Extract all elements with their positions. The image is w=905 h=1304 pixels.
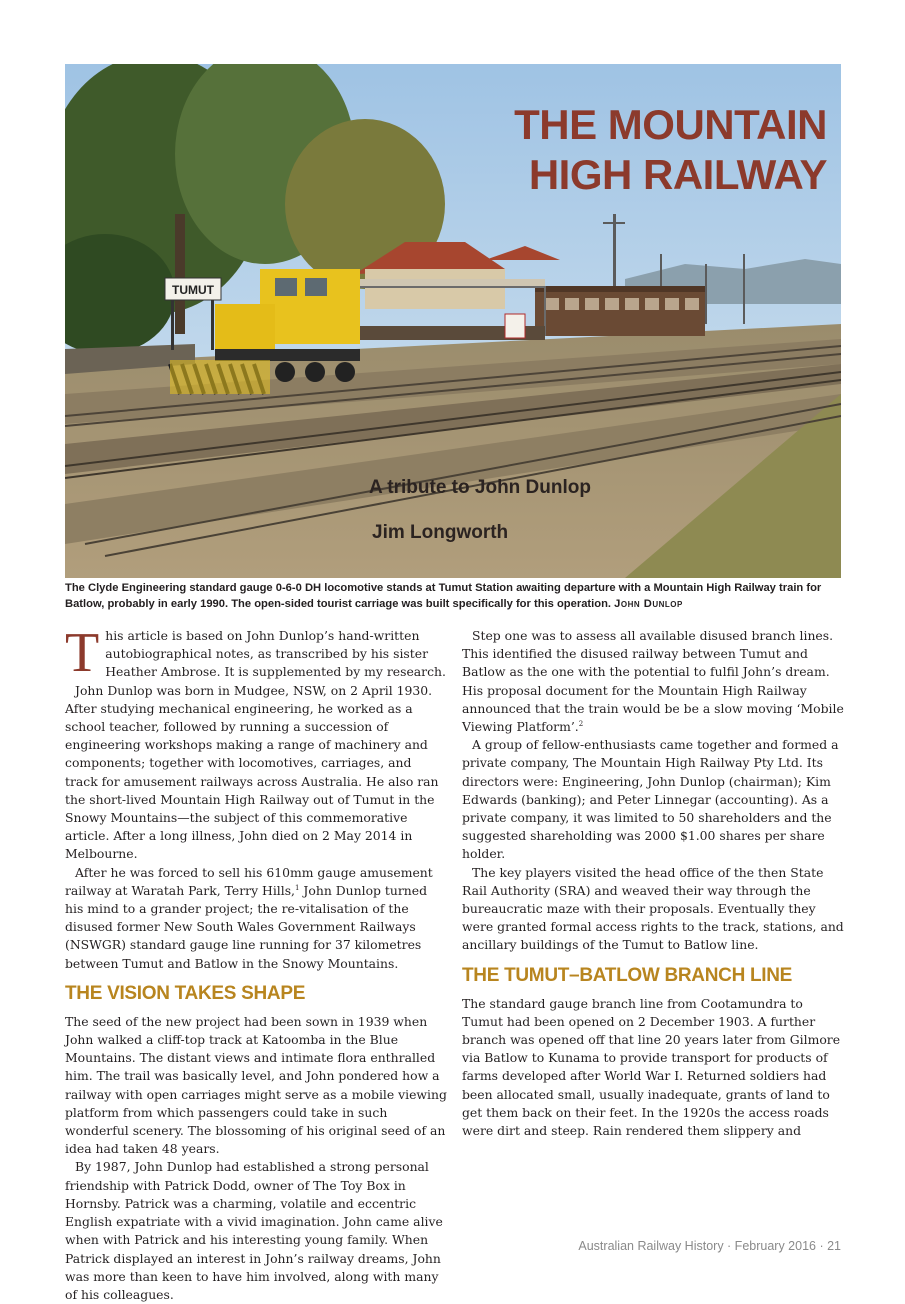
article-subtitle: A tribute to John Dunlop	[369, 477, 591, 498]
title-line-1: THE MOUNTAIN	[514, 101, 827, 148]
paragraph-intro	[65, 622, 448, 684]
paragraph-patrick-dodd: By 1987, John Dunlop had established a strong personal friendship with Patrick Dodd, owner of The Toy Box in Hornsby. Patrick was a charming, volatile and eccentric English expatriate with a vivid imagination. John came alive when with Patrick and his interesting young family. When Patrick displayed an interest in John’s railway dreams, John was more than keen to have him involved, along with many of his colleagues.	[65, 1159, 443, 1302]
paragraph-company: A group of fellow-enthusiasts came together and formed a private company, The Mountain High Railway Pty Ltd. Its directors were: Engineering, John Dunlop (chairman); Kim Edwards (banking); and Peter Linnegar (accounting). As a private company, it was limited to 50 shareholders and the suggested shareholding was 2000 $1.00 shares per share holder.	[462, 737, 839, 862]
right-column	[462, 627, 845, 1140]
text-fragment: After he was forced to sell his 610mm gauge amusement railway at Waratah Park, Terry Hills,	[65, 864, 433, 898]
intro-text: his article is based on John Dunlop’s hand-written autobiographical notes, as transcribed by his sister Heather Ambrose. It is supplemented by my research.	[105, 628, 446, 680]
heading-vision: THE VISION TAKES SHAPE	[65, 982, 306, 1004]
caption-text: The Clyde Engineering standard gauge 0-6-0 DH locomotive stands at Tumut Station awaiting departure with a Mountain High Railway train for Batlow, probably in early 1990. The open-sided tourist carriage was built specifically for this operation.	[65, 582, 822, 610]
drop-cap: T	[65, 622, 100, 684]
paragraph-sra: The key players visited the head office of the then State Rail Authority (SRA) and weaved their way through the bureaucratic maze with their proposals. Eventually they were granted formal access rights to the track, stations, and ancillary buildings of the Tumut to Batlow line.	[462, 864, 844, 953]
footnote-ref-2[interactable]: 2	[578, 719, 584, 728]
hero-photo	[65, 64, 841, 578]
text-fragment: John Dunlop turned his mind to a grander project; the re-vitalisation of the disused former New South Wales Government Railways (NSWGR) standard gauge line running for 37 kilometres between Tumut and Batlow in the Snowy Mountains.	[65, 882, 428, 971]
photo-caption	[65, 581, 841, 612]
article-author: Jim Longworth	[372, 522, 509, 543]
paragraph-assessment	[462, 627, 845, 736]
paragraph-grander-project	[65, 864, 448, 973]
footnote-ref-1[interactable]: 1	[295, 883, 300, 892]
photo-credit: John Dunlop	[614, 597, 683, 610]
paragraph-seed: The seed of the new project had been sown in 1939 when John walked a cliff-top track at Katoomba in the Blue Mountains. The distant views and intimate flora enthralled him. The trail was basically level, and John pondered how a railway with open carriages might serve as a mobile viewing platform from which passengers could take in such wonderful scenery. The blossoming of his original seed of an idea had taken 48 years.	[65, 1013, 447, 1157]
heading-branch-line: THE TUMUT–BATLOW BRANCH LINE	[462, 964, 793, 986]
page-footer	[578, 1239, 841, 1253]
paragraph-biography: John Dunlop was born in Mudgee, NSW, on 2 April 1930. After studying mechanical engineering, he worked as a school teacher, followed by running a succession of engineering workshops making a range of machinery and components; together with locomotives, carriages, and track for amusement railways across Australia. He also ran the short-lived Mountain High Railway out of Tumut in the Snowy Mountains—the subject of this commemorative article. After a long illness, John died on 2 May 2014 in Melbourne.	[65, 682, 439, 862]
title-line-2: HIGH RAILWAY	[528, 151, 827, 198]
page-number: 21	[827, 1239, 841, 1253]
text-fragment: Step one was to assess all available disused branch lines. This identified the disused railway between Tumut and Batlow as the one with the potential to fulfil John’s dream. His proposal document for the Mountain High Railway announced that the train would be be a slow moving ‘Mobile Viewing Platform’.	[462, 628, 844, 735]
left-column	[65, 622, 448, 1304]
station-sign-text: TUMUT	[172, 283, 214, 297]
paragraph-branch-history: The standard gauge branch line from Cootamundra to Tumut had been opened on 2 December 1903. A further branch was opened off that line 20 years later from Gilmore via Batlow to Kunama to provide transport for products of farms developed after World War I. Returned soldiers had been allocated small, usually inadequate, grants of land to get them back on their feet. In the 1920s the access roads were dirt and steep. Rain rendered them slippery and	[462, 995, 841, 1139]
publication-name: Australian Railway History · February 2016 ·	[578, 1239, 828, 1253]
article-title	[514, 100, 827, 200]
